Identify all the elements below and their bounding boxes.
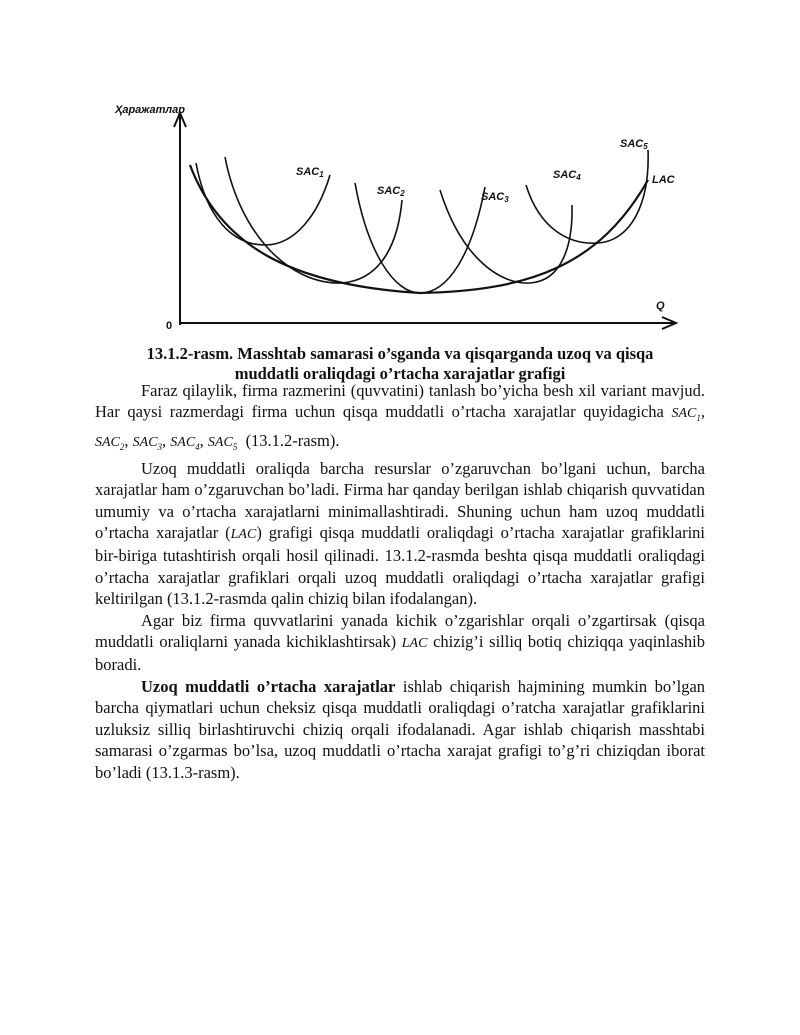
lac-label: LAC bbox=[652, 174, 675, 186]
sac5-var: $SAC_5$ bbox=[207, 434, 238, 452]
x-axis-label: Q bbox=[656, 300, 665, 312]
body-text bbox=[95, 380, 705, 783]
paragraph-1: Faraz qilaylik, firma razmerini (quvvatini) tanlash bo’yicha besh xil variant mavjud. Har qaysi razmerdagi firma uchun qisqa muddatli o’rtacha xarajatlar quyidagicha $SAC_1$, $SAC_2$, $SAC_3$, $SAC_4$, $SAC_5$ (13.1.2-rasm). bbox=[95, 381, 706, 452]
lac-var-2: LAC bbox=[401, 636, 428, 652]
paragraph-2: Uzoq muddatli oraliqda barcha resurslar o’zgaruvchan bo’lgani uchun, barcha xarajatlar ham o’zgaruvchan bo’ladi. Firma har qanday berilgan ishlab chiqarish quvvatidan umumiy va o’rtacha xarajatlarni minimallashtiradi. Shuning uchun ham uzoq muddatli o’rtacha xarajatlar (LAC) grafigi qisqa muddatli oraliqdagi o’rtacha xarajatlar grafiklarini bir-biriga tutashtirish orqali hosil qilinadi. 13.1.2-rasmda beshta qisqa muddatli oraliqdagi o’rtacha xarajatlar grafiklari orqali uzoq muddatli oraliqdagi o’rtacha xarajatlar grafigi keltirilgan (13.1.2-rasmda qalin chiziq bilan ifodalangan). bbox=[95, 458, 705, 609]
sac5-label: SAC5 bbox=[620, 138, 648, 151]
sac3-curve bbox=[355, 183, 485, 293]
sac4-var: $SAC_4$ bbox=[170, 434, 200, 452]
sac1-label: SAC1 bbox=[296, 166, 324, 179]
cost-curves-figure bbox=[110, 95, 690, 340]
sac2-label: SAC2 bbox=[377, 185, 405, 198]
sac5-curve bbox=[526, 150, 648, 243]
origin-label: 0 bbox=[166, 320, 173, 332]
caption-line-1: 13.1.2-rasm. Masshtab samarasi o’sganda va qisqarganda uzoq va qisqa bbox=[146, 344, 654, 363]
term-bold: Uzoq muddatli o’rtacha xarajatlar bbox=[141, 676, 396, 696]
lac-var: LAC bbox=[230, 527, 257, 543]
caption-line-2: muddatli oraliqdagi o’rtacha xarajatlar grafigi bbox=[234, 364, 566, 383]
sac1-var: $SAC_1$ bbox=[671, 406, 701, 424]
paragraph-3: Agar biz firma quvvatlarini yanada kichik o’zgarishlar orqali o’zgartirsak (qisqa muddatli oraliqlarni yanada kichiklashtirsak) LAC chizig’i silliq botiq chiziqqa yaqinlashib boradi. bbox=[95, 610, 706, 675]
y-axis-label: Ҳаражатлар bbox=[115, 104, 185, 116]
lac-curve bbox=[190, 165, 648, 293]
figure-caption bbox=[95, 344, 705, 384]
sac2-var: $SAC_2$ bbox=[95, 434, 125, 452]
cost-curves-svg bbox=[110, 95, 690, 340]
sac4-label: SAC4 bbox=[553, 169, 581, 182]
paragraph-4: Uzoq muddatli o’rtacha xarajatlar ishlab chiqarish hajmining mumkin bo’lgan barcha qiymatlari uchun cheksiz qisqa muddatli oraliqdagi o’ratcha xarajatlar grafiklarini uzluksiz silliq birlashtiruvchi chiziq orqali ifodalanadi. Agar ishlab chiqarish masshtabi samarasi o’zgarmas bo’lsa, uzoq muddatli o’rtacha xarajat grafigi to’g’ri chiziqdan iborat bo’ladi (13.1.3-rasm). bbox=[95, 676, 706, 782]
sac3-var: $SAC_3$ bbox=[132, 434, 163, 452]
sac3-label: SAC3 bbox=[481, 191, 509, 204]
